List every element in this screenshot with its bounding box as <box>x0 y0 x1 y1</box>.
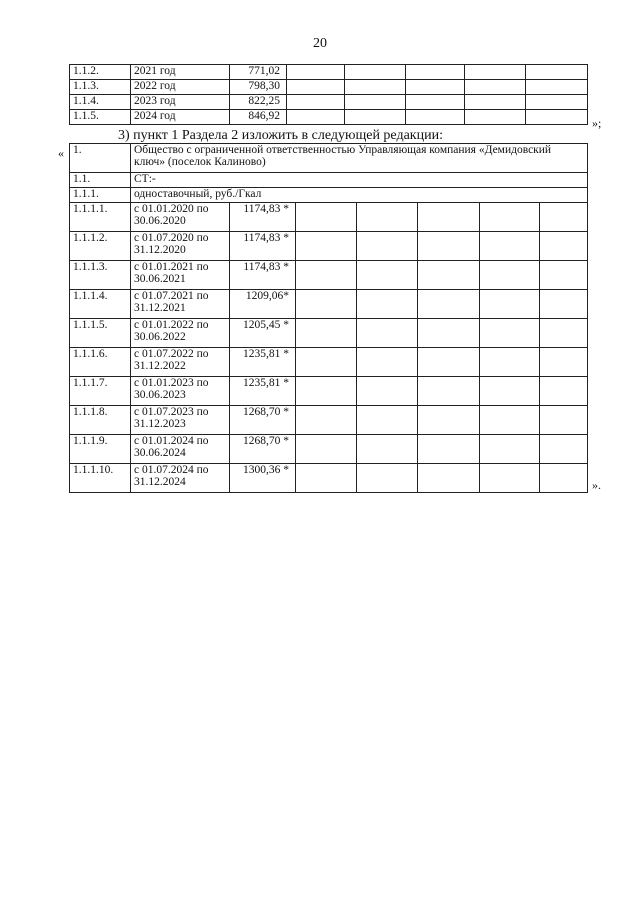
empty-cell <box>357 406 418 435</box>
row-code: 1.1.1.8. <box>70 406 131 435</box>
empty-cell <box>296 406 357 435</box>
row-period: с 01.07.2022 по 31.12.2022 <box>131 348 230 377</box>
tariff-code: 1.1.1. <box>70 188 131 203</box>
closing-quote-top: »; <box>592 116 602 130</box>
row-value: 1209,06* <box>230 290 296 319</box>
empty-cell <box>480 377 540 406</box>
row-code: 1.1.3. <box>70 80 131 95</box>
tariff-table <box>69 143 588 493</box>
empty-cell <box>540 406 588 435</box>
empty-cell <box>480 348 540 377</box>
row-value: 1174,83 * <box>230 203 296 232</box>
row-period: с 01.01.2021 по 30.06.2021 <box>131 261 230 290</box>
empty-cell <box>345 110 406 125</box>
empty-cell <box>296 232 357 261</box>
row-period: с 01.07.2020 по 31.12.2020 <box>131 232 230 261</box>
empty-cell <box>540 290 588 319</box>
empty-cell <box>287 80 345 95</box>
row-value: 798,30 <box>230 80 287 95</box>
empty-cell <box>526 110 588 125</box>
empty-cell <box>296 203 357 232</box>
org-row <box>70 144 588 173</box>
empty-cell <box>418 232 480 261</box>
empty-cell <box>296 377 357 406</box>
empty-cell <box>345 95 406 110</box>
table-row <box>70 203 588 232</box>
empty-cell <box>540 319 588 348</box>
empty-cell <box>287 95 345 110</box>
empty-cell <box>465 65 526 80</box>
empty-cell <box>357 261 418 290</box>
row-period: с 01.07.2024 по 31.12.2024 <box>131 464 230 493</box>
tariff-type-row <box>70 188 588 203</box>
empty-cell <box>418 435 480 464</box>
row-code: 1.1.1.1. <box>70 203 131 232</box>
empty-cell <box>418 348 480 377</box>
table-row <box>70 435 588 464</box>
tariff-label: одноставочный, руб./Гкал <box>131 188 588 203</box>
table-row <box>70 65 588 80</box>
empty-cell <box>540 203 588 232</box>
empty-cell <box>526 65 588 80</box>
empty-cell <box>418 319 480 348</box>
system-code: 1.1. <box>70 173 131 188</box>
empty-cell <box>345 65 406 80</box>
row-period: с 01.01.2024 по 30.06.2024 <box>131 435 230 464</box>
opening-quote: « <box>58 146 64 160</box>
empty-cell <box>357 319 418 348</box>
empty-cell <box>480 261 540 290</box>
empty-cell <box>418 203 480 232</box>
row-value: 1268,70 * <box>230 435 296 464</box>
row-value: 846,92 <box>230 110 287 125</box>
system-label: СТ:- <box>131 173 588 188</box>
empty-cell <box>540 232 588 261</box>
table-row <box>70 348 588 377</box>
row-period: с 01.01.2022 по 30.06.2022 <box>131 319 230 348</box>
row-value: 771,02 <box>230 65 287 80</box>
closing-quote-main: ». <box>592 478 601 492</box>
empty-cell <box>465 110 526 125</box>
empty-cell <box>418 290 480 319</box>
row-period: 2022 год <box>131 80 230 95</box>
row-code: 1.1.1.4. <box>70 290 131 319</box>
empty-cell <box>480 290 540 319</box>
empty-cell <box>296 290 357 319</box>
table-row <box>70 261 588 290</box>
row-code: 1.1.1.6. <box>70 348 131 377</box>
table-row <box>70 95 588 110</box>
row-code: 1.1.5. <box>70 110 131 125</box>
empty-cell <box>418 464 480 493</box>
row-period: с 01.01.2023 по 30.06.2023 <box>131 377 230 406</box>
org-code: 1. <box>70 144 131 173</box>
empty-cell <box>357 290 418 319</box>
empty-cell <box>480 319 540 348</box>
system-row <box>70 173 588 188</box>
empty-cell <box>480 203 540 232</box>
row-code: 1.1.1.3. <box>70 261 131 290</box>
row-code: 1.1.1.2. <box>70 232 131 261</box>
section-heading: 3) пункт 1 Раздела 2 изложить в следующей редакции: <box>118 128 443 143</box>
table-row <box>70 377 588 406</box>
empty-cell <box>406 95 465 110</box>
row-value: 1235,81 * <box>230 348 296 377</box>
table-row <box>70 290 588 319</box>
empty-cell <box>540 435 588 464</box>
row-value: 1300,36 * <box>230 464 296 493</box>
empty-cell <box>480 406 540 435</box>
table-row <box>70 319 588 348</box>
row-code: 1.1.2. <box>70 65 131 80</box>
empty-cell <box>465 95 526 110</box>
empty-cell <box>296 261 357 290</box>
empty-cell <box>526 95 588 110</box>
row-value: 822,25 <box>230 95 287 110</box>
empty-cell <box>418 406 480 435</box>
empty-cell <box>357 203 418 232</box>
empty-cell <box>357 464 418 493</box>
table-row <box>70 406 588 435</box>
empty-cell <box>540 348 588 377</box>
tariff-table-continued <box>69 64 588 125</box>
empty-cell <box>540 261 588 290</box>
row-code: 1.1.1.5. <box>70 319 131 348</box>
row-period: 2023 год <box>131 95 230 110</box>
empty-cell <box>465 80 526 95</box>
row-code: 1.1.1.9. <box>70 435 131 464</box>
row-period: с 01.07.2021 по 31.12.2021 <box>131 290 230 319</box>
row-value: 1174,83 * <box>230 261 296 290</box>
row-code: 1.1.1.10. <box>70 464 131 493</box>
row-value: 1205,45 * <box>230 319 296 348</box>
empty-cell <box>480 435 540 464</box>
row-value: 1268,70 * <box>230 406 296 435</box>
row-code: 1.1.4. <box>70 95 131 110</box>
empty-cell <box>526 80 588 95</box>
row-period: с 01.07.2023 по 31.12.2023 <box>131 406 230 435</box>
empty-cell <box>418 377 480 406</box>
row-code: 1.1.1.7. <box>70 377 131 406</box>
empty-cell <box>406 65 465 80</box>
empty-cell <box>287 65 345 80</box>
table-row <box>70 464 588 493</box>
row-period: 2021 год <box>131 65 230 80</box>
empty-cell <box>480 232 540 261</box>
empty-cell <box>357 435 418 464</box>
empty-cell <box>540 377 588 406</box>
empty-cell <box>357 377 418 406</box>
empty-cell <box>296 348 357 377</box>
row-value: 1235,81 * <box>230 377 296 406</box>
empty-cell <box>406 110 465 125</box>
empty-cell <box>418 261 480 290</box>
table-row <box>70 110 588 125</box>
empty-cell <box>406 80 465 95</box>
org-name: Общество с ограниченной ответственностью Управляющая компания «Демидовский ключ» (поселок Калиново) <box>131 144 588 173</box>
empty-cell <box>540 464 588 493</box>
table-row <box>70 80 588 95</box>
empty-cell <box>345 80 406 95</box>
empty-cell <box>287 110 345 125</box>
empty-cell <box>480 464 540 493</box>
empty-cell <box>296 319 357 348</box>
row-period: с 01.01.2020 по 30.06.2020 <box>131 203 230 232</box>
empty-cell <box>357 348 418 377</box>
empty-cell <box>296 464 357 493</box>
page-number: 20 <box>313 36 327 51</box>
empty-cell <box>296 435 357 464</box>
empty-cell <box>357 232 418 261</box>
row-period: 2024 год <box>131 110 230 125</box>
table-row <box>70 232 588 261</box>
row-value: 1174,83 * <box>230 232 296 261</box>
